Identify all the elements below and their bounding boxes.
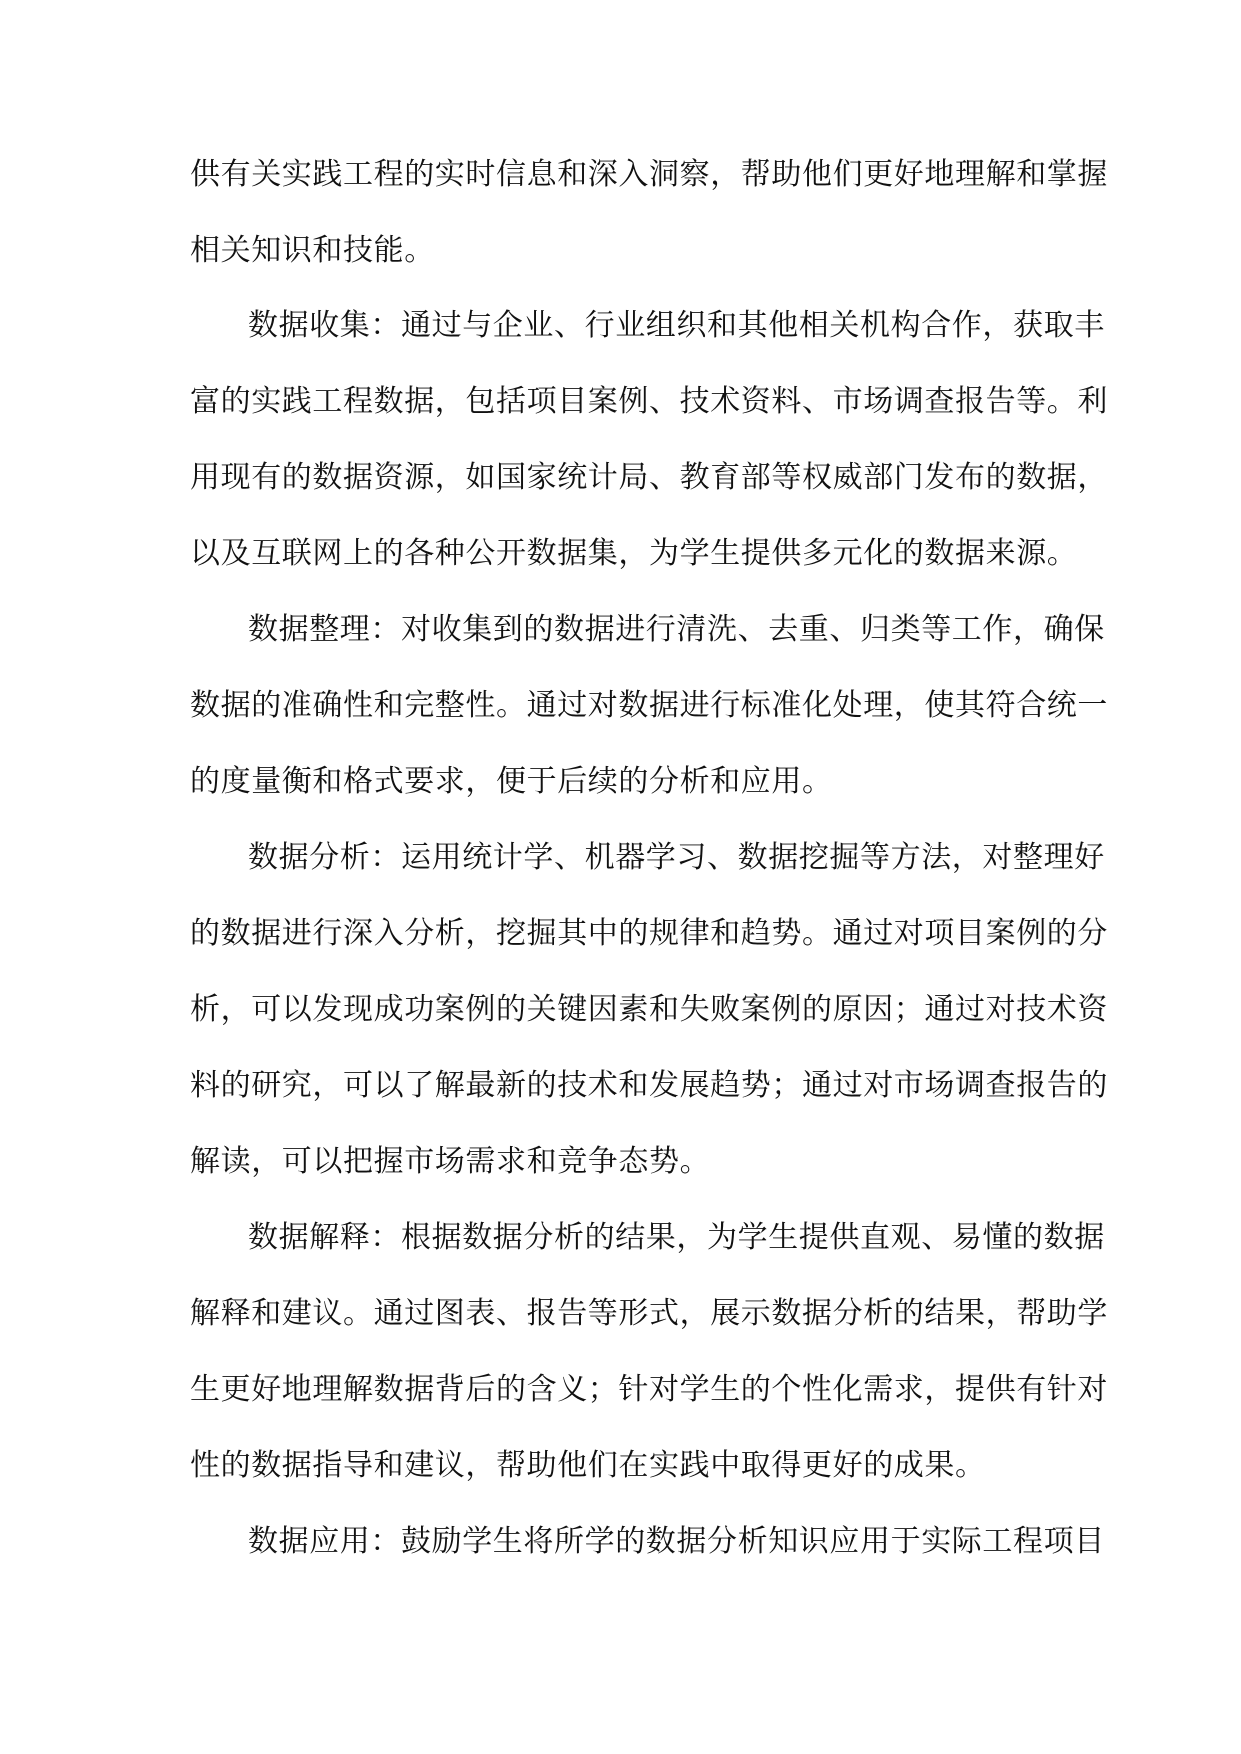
text-line-15: 数据解释：根据数据分析的结果，为学生提供直观、易懂的数据	[248, 1220, 1105, 1255]
text-line-14: 解读，可以把握市场需求和竞争态势。	[190, 1144, 711, 1179]
text-line-9: 的度量衡和格式要求，便于后续的分析和应用。	[190, 764, 833, 799]
text-line-18: 性的数据指导和建议，帮助他们在实践中取得更好的成果。	[190, 1448, 986, 1483]
text-line-10: 数据分析：运用统计学、机器学习、数据挖掘等方法，对整理好	[248, 840, 1105, 875]
text-line-17: 生更好地理解数据背后的含义；针对学生的个性化需求，提供有针对	[190, 1372, 1108, 1407]
text-line-6: 以及互联网上的各种公开数据集，为学生提供多元化的数据来源。	[190, 536, 1078, 571]
text-line-4: 富的实践工程数据，包括项目案例、技术资料、市场调查报告等。利	[190, 384, 1108, 419]
text-line-3: 数据收集：通过与企业、行业组织和其他相关机构合作，获取丰	[248, 308, 1105, 343]
text-line-16: 解释和建议。通过图表、报告等形式，展示数据分析的结果，帮助学	[190, 1296, 1108, 1331]
text-line-12: 析，可以发现成功案例的关键因素和失败案例的原因；通过对技术资	[190, 992, 1108, 1027]
text-line-19: 数据应用：鼓励学生将所学的数据分析知识应用于实际工程项目	[248, 1524, 1105, 1559]
text-line-1: 供有关实践工程的实时信息和深入洞察，帮助他们更好地理解和掌握	[190, 157, 1108, 192]
text-line-11: 的数据进行深入分析，挖掘其中的规律和趋势。通过对项目案例的分	[190, 916, 1108, 951]
text-line-13: 料的研究，可以了解最新的技术和发展趋势；通过对市场调查报告的	[190, 1068, 1108, 1103]
text-line-8: 数据的准确性和完整性。通过对数据进行标准化处理，使其符合统一	[190, 688, 1108, 723]
text-line-5: 用现有的数据资源，如国家统计局、教育部等权威部门发布的数据，	[190, 460, 1108, 495]
text-line-7: 数据整理：对收集到的数据进行清洗、去重、归类等工作，确保	[248, 612, 1105, 647]
text-line-2: 相关知识和技能。	[190, 233, 435, 268]
